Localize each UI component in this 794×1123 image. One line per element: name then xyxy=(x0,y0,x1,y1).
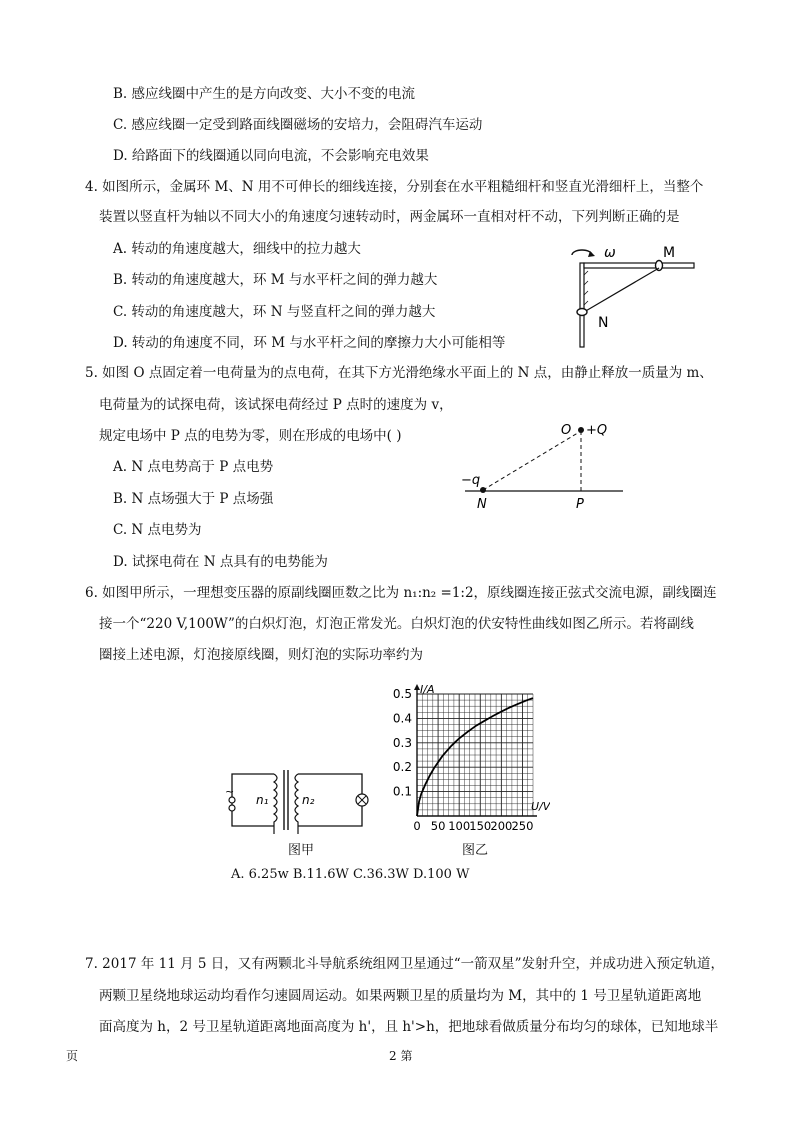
dashed-n-to-o xyxy=(483,431,581,490)
x-tick-label: 200 xyxy=(490,819,513,833)
q6-stem-line3: 圈接上述电源，灯泡接原线圈，则灯泡的实际功率约为 xyxy=(99,647,423,663)
q4-stem-line2: 装置以竖直杆为轴以不同大小的角速度匀速转动时，两金属环一直相对杆不动，下列判断正确的是 xyxy=(99,209,680,225)
q4-figure xyxy=(560,235,720,350)
x-tick-label: 250 xyxy=(511,819,534,833)
q4-option-a: A. 转动的角速度越大，细线中的拉力越大 xyxy=(113,241,361,257)
y-tick-label: 0.1 xyxy=(392,784,412,799)
secondary-coil xyxy=(295,774,298,834)
x-tick-label: 50 xyxy=(430,819,446,833)
q7-stem-line1: 7. 2017 年 11 月 5 日，又有两颗北斗导航系统组网卫星通过“一箭双星”发射升空，并成功进入预定轨道， xyxy=(85,956,725,972)
grid xyxy=(417,694,533,816)
y-tick-label: 0.4 xyxy=(392,711,412,726)
p-point-label: P xyxy=(576,497,584,512)
figure-b-caption: 图乙 xyxy=(462,843,489,858)
q3-option-c: C. 感应线圈一定受到路面线圈磁场的安培力，会阻碍汽车运动 xyxy=(113,117,483,133)
q5-option-c: C. N 点电势为 xyxy=(113,522,202,538)
y-tick-label: 0.5 xyxy=(392,687,412,701)
n-label: N xyxy=(598,315,609,331)
plus-q-label: +Q xyxy=(586,423,608,438)
y-tick-label: 0.3 xyxy=(392,735,412,750)
footer-page-number: 2 第 xyxy=(389,1049,413,1063)
q5-stem-line3: 规定电场中 P 点的电势为零，则在形成的电场中( ) xyxy=(99,428,402,444)
n2-label: n₂ xyxy=(302,793,315,807)
q4-option-c: C. 转动的角速度越大，环 N 与竖直杆之间的弹力越大 xyxy=(113,304,436,320)
minus-q-label: −q xyxy=(461,473,481,488)
charge-q xyxy=(578,427,584,433)
y-tick-label: 0.2 xyxy=(392,760,412,775)
x-tick-label: 0 xyxy=(413,819,421,833)
q4-option-b: B. 转动的角速度越大，环 M 与水平杆之间的弹力越大 xyxy=(113,272,438,288)
q6-stem-line2: 接一个“220 V,100W”的白炽灯泡，灯泡正常发光。白炽灯泡的伏安特性曲线如图乙所示。若将副线 xyxy=(99,616,694,632)
q7-stem-line3: 面高度为 h，2 号卫星轨道距离地面高度为 h'，且 h'>h，把地球看做质量分布均匀的球体，已知地球半 xyxy=(99,1019,719,1035)
string xyxy=(584,268,659,312)
x-tick-label: 100 xyxy=(448,819,471,833)
primary-coil xyxy=(274,774,277,834)
q5-figure xyxy=(455,418,630,513)
x-axis-label: U/V xyxy=(531,800,550,813)
x-tick-label: 150 xyxy=(469,819,492,833)
q6-figure-a xyxy=(222,760,387,840)
iu-chart xyxy=(380,680,550,840)
q5-option-d: D. 试探电荷在 N 点具有的电势能为 xyxy=(113,554,328,570)
q5-stem-line1: 5. 如图 O 点固定着一电荷量为的点电荷，在其下方光滑绝缘水平面上的 N 点，由静止释放一质量为 m、 xyxy=(85,365,713,381)
q4-option-d: D. 转动的角速度不同，环 M 与水平杆之间的摩擦力大小可能相等 xyxy=(113,335,506,351)
q4-stem-line1: 4. 如图所示，金属环 M、N 用不可伸长的细线连接，分别套在水平粗糙细杆和竖直光滑细杆上，当整个 xyxy=(85,179,704,195)
q6-stem-line1: 6. 如图甲所示，一理想变压器的原副线圈匝数之比为 n₁:n₂ =1:2，原线圈连接正弦式交流电源，副线圈连 xyxy=(85,585,717,601)
omega-label: ω xyxy=(604,245,616,261)
q3-option-b: B. 感应线圈中产生的是方向改变、大小不变的电流 xyxy=(113,86,416,102)
q5-stem-line2: 电荷量为的试探电荷，该试探电荷经过 P 点时的速度为 v， xyxy=(99,397,453,413)
figure-a-caption: 图甲 xyxy=(288,843,315,858)
q3-option-d: D. 给路面下的线圈通以同向电流，不会影响充电效果 xyxy=(113,148,429,164)
charge-minus-q xyxy=(480,487,486,493)
ac-source-icon-b xyxy=(229,805,235,811)
q7-stem-line2: 两颗卫星绕地球运动均看作匀速圆周运动。如果两颗卫星的质量均为 M，其中的 1 号卫星轨道距离地 xyxy=(99,988,702,1004)
n1-label: n₁ xyxy=(256,793,269,807)
n-point-label: N xyxy=(477,497,487,512)
vertical-rod xyxy=(580,263,584,347)
ac-symbol: ~ xyxy=(225,785,235,798)
horizontal-rod xyxy=(584,263,694,268)
ring-n xyxy=(577,309,587,316)
q5-option-a: A. N 点电势高于 P 点电势 xyxy=(113,459,274,475)
footer-left: 页 xyxy=(66,1049,79,1063)
m-label: M xyxy=(663,245,676,261)
o-label: O xyxy=(561,423,572,438)
y-axis-label: I/A xyxy=(420,683,435,696)
q5-option-b: B. N 点场强大于 P 点场强 xyxy=(113,491,274,507)
q6-options: A. 6.25w B.11.6W C.36.3W D.100 W xyxy=(231,867,470,882)
